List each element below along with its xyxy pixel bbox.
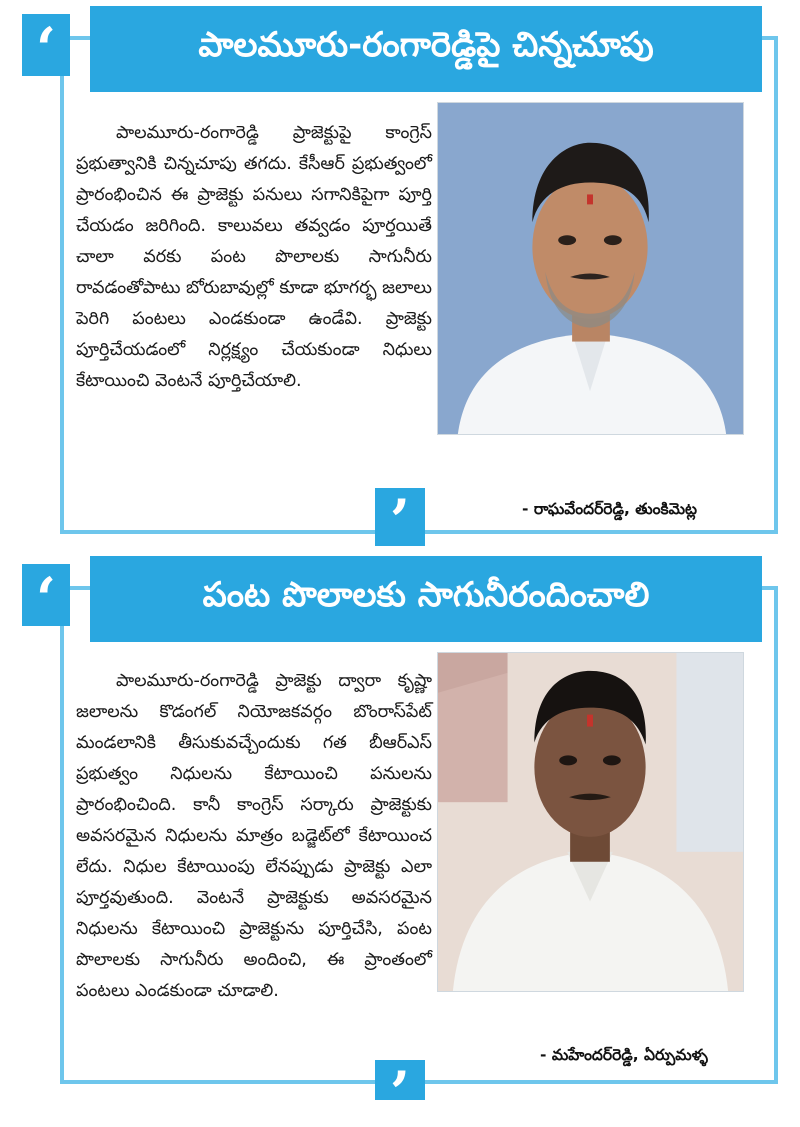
person-portrait-icon [438,103,743,434]
article-1-title: పాలమూరు-రంగారెడ్డిపై చిన్నచూపు [90,6,762,92]
article-2-close-quote-icon: ’ [375,1060,425,1100]
article-1-open-quote-icon: ‘ [22,14,70,76]
article-1-body: పాలమూరు-రంగారెడ్డి ప్రాజెక్టుపై కాంగ్రెస్ ప్రభుత్వానికి చిన్నచూపు తగదు. కేసీఆర్ ప్రభుత్వంలో ప్రారంభించిన ఈ ప్రాజెక్టు పనులు సగానికిపైగా పూర్తి చేయడం జరిగింది. కాలువలు తవ్వడం పూర్తయితే చాలా వరకు పంట పొలాలకు సాగునీరు రావడంతోపాటు బోరుబావుల్లో కూడా భూగర్భ జలాలు పెరిగి పంటలు ఎండకుండా ఉండేవి. ప్రాజెక్టు పూర్తిచేయడంలో నిర్లక్ష్యం చేయకుండా నిధులు కేటాయించి వెంటనే పూర్తిచేయాలి. [76,123,432,391]
person-portrait-icon [438,653,743,991]
article-2-photo [437,652,744,992]
article-1-close-quote-icon: ’ [375,488,425,546]
article-1-signature: - రాఘవేందర్‌రెడ్డి, తుంకిమెట్ల [522,500,697,518]
article-2-signature: - మహేందర్‌రెడ్డి, ఏర్పుమళ్ళ [540,1046,708,1064]
article-2-body: పాలమూరు-రంగారెడ్డి ప్రాజెక్టు ద్వారా కృష్ణా జలాలను కొడంగల్ నియోజకవర్గం బొంరాస్‌పేట్ మండలానికి తీసుకువచ్చేందుకు గత బీఆర్ఎస్ ప్రభుత్వం నిధులను కేటాయించి పనులను ప్రారంభించింది. కానీ కాంగ్రెస్ సర్కారు ప్రాజెక్టుకు అవసరమైన నిధులను మాత్రం బడ్జెట్‌లో కేటాయించ లేదు. నిధుల కేటాయింపు లేనప్పుడు ప్రాజెక్టు ఎలా పూర్తవుతుంది. వెంటనే ప్రాజెక్టుకు అవసరమైన నిధులను కేటాయించి ప్రాజెక్టును పూర్తిచేసి, పంట పొలాలకు సాగునీరు అందించి, ఈ ప్రాంతంలో పంటలు ఎండకుండా చూడాలి. [76,671,432,1001]
article-2-title: పంట పొలాలకు సాగునీరందించాలి [90,556,762,642]
article-2-open-quote-icon: ‘ [22,564,70,626]
article-1-photo [437,102,744,435]
